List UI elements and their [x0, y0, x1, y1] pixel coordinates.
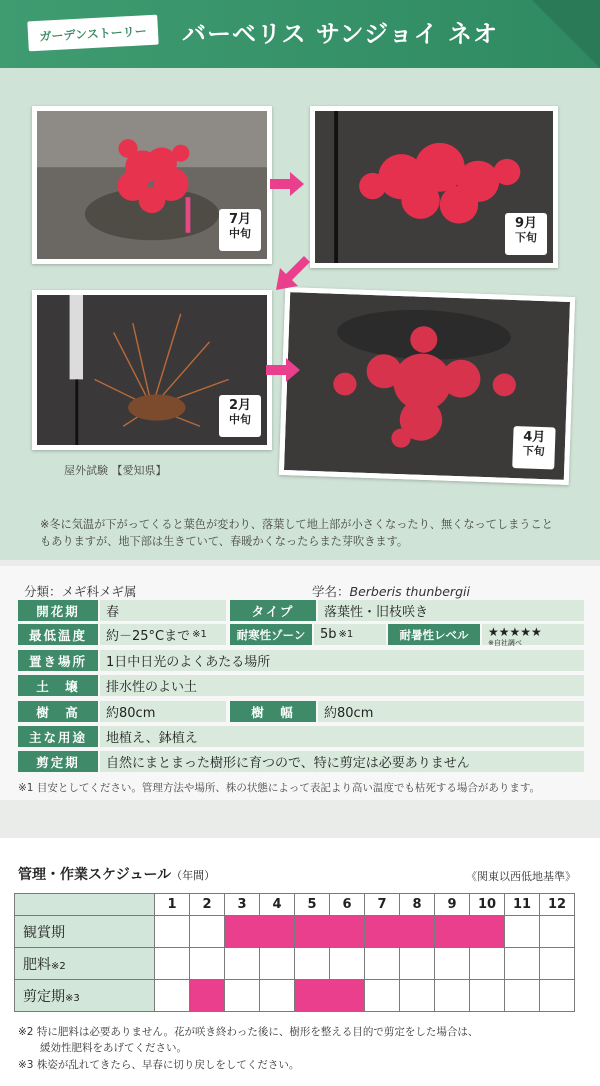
schedule-cell	[190, 980, 225, 1012]
schedule-cell	[505, 980, 540, 1012]
month-header: 1	[155, 894, 190, 916]
schedule-row	[15, 948, 575, 980]
schedule-cell	[330, 980, 365, 1012]
schedule-cell	[365, 980, 400, 1012]
schedule-cell	[470, 916, 505, 948]
schedule-row-label: 剪定期※3	[15, 980, 155, 1012]
schedule-cell	[505, 948, 540, 980]
photo-april	[279, 287, 575, 485]
schedule-cell	[260, 916, 295, 948]
corner-cell	[15, 894, 155, 916]
spec-row-pruning: 剪定期 自然にまとまった樹形に育つので、特に剪定は必要ありません	[18, 751, 584, 772]
product-title: バーベリス サンジョイ ネオ	[182, 20, 498, 48]
schedule-cell	[400, 980, 435, 1012]
schedule-row-label: 肥料※2	[15, 948, 155, 980]
month-badge-july: 7月 中旬	[219, 209, 261, 251]
schedule-cell	[260, 980, 295, 1012]
spec-row-flowering: 開花期 春 タイプ 落葉性・旧枝咲き	[18, 600, 584, 621]
schedule-cell	[505, 916, 540, 948]
spec-row-temperature: 最低温度 約－25°Cまで ※1 耐寒性ゾーン 5b ※1 耐暑性レベル ★★★★★ ※自社調べ	[18, 624, 584, 645]
month-badge-february: 2月 中旬	[219, 395, 261, 437]
schedule-cell	[540, 916, 575, 948]
month-header: 5	[295, 894, 330, 916]
schedule-row	[15, 980, 575, 1012]
schedule-cell	[365, 916, 400, 948]
schedule-cell	[155, 980, 190, 1012]
spec-row-size: 樹 高 約80cm 樹 幅 約80cm	[18, 701, 584, 722]
schedule-cell	[190, 948, 225, 980]
schedule-cell	[435, 948, 470, 980]
month-header: 11	[505, 894, 540, 916]
arrow-down-left-icon	[276, 256, 310, 290]
schedule-cell	[295, 980, 330, 1012]
footnote-2-3: ※2 特に肥料は必要ありません。花が咲き終わった後に、樹形を整える目的で剪定をした場合は、 緩効性肥料をあげてください。 ※3 株姿が乱れてきたら、早春に切り戻しをしてください。	[18, 1026, 479, 1071]
photo-september	[310, 106, 558, 268]
schedule-cell	[470, 948, 505, 980]
arrow-right-icon	[266, 358, 300, 382]
schedule-cell	[295, 948, 330, 980]
spec-row-soil: 土 壌 排水性のよい土	[18, 675, 584, 696]
heat-stars: ★★★★★	[488, 625, 542, 639]
spec-row-use: 主な用途 地植え、鉢植え	[18, 726, 584, 747]
schedule-cell	[155, 948, 190, 980]
brand-tag: ガーデンストーリー	[27, 15, 158, 52]
schedule-cell	[295, 916, 330, 948]
schedule-title: 管理・作業スケジュール（年間）	[18, 867, 216, 883]
month-badge-april: 4月 下旬	[512, 426, 555, 469]
family-text: 分類：メギ科メギ属	[24, 584, 137, 599]
photo-caption: 屋外試験 【愛知県】	[64, 464, 167, 477]
month-header: 9	[435, 894, 470, 916]
photo-february	[32, 290, 272, 450]
spec-row-location: 置き場所 1日中日光のよくあたる場所	[18, 650, 584, 671]
month-header: 2	[190, 894, 225, 916]
month-header: 8	[400, 894, 435, 916]
schedule-cell	[225, 916, 260, 948]
arrow-right-icon	[270, 172, 304, 196]
schedule-cell	[365, 948, 400, 980]
schedule-cell	[470, 980, 505, 1012]
schedule-cell	[330, 948, 365, 980]
month-header-row	[15, 894, 575, 916]
schedule-cell	[435, 916, 470, 948]
schedule-cell	[190, 916, 225, 948]
schedule-cell	[225, 948, 260, 980]
schedule-cell	[225, 980, 260, 1012]
month-header: 4	[260, 894, 295, 916]
month-header: 6	[330, 894, 365, 916]
month-header: 3	[225, 894, 260, 916]
scientific-name: 学名：Berberis thunbergii	[312, 584, 470, 599]
photo-july	[32, 106, 272, 264]
schedule-row-label: 観賞期	[15, 916, 155, 948]
schedule-cell	[400, 948, 435, 980]
schedule-grid	[14, 893, 575, 1012]
winter-note: ※冬に気温が下がってくると葉色が変わり、落葉して地上部が小さくなったり、無くなってしまうこと もありますが、地下部は生きていて、春暖かくなったらまた芽吹きます。	[40, 518, 553, 549]
schedule-cell	[155, 916, 190, 948]
schedule-cell	[260, 948, 295, 980]
schedule-row	[15, 916, 575, 948]
month-header: 10	[470, 894, 505, 916]
schedule-cell	[540, 948, 575, 980]
month-header: 12	[540, 894, 575, 916]
schedule-standard: 《関東以西低地基準》	[466, 870, 576, 883]
schedule-cell	[400, 916, 435, 948]
footnote-1: ※1 目安としてください。管理方法や場所、株の状態によって表記より高い温度でも枯死する場合があります。	[18, 782, 540, 794]
month-header: 7	[365, 894, 400, 916]
schedule-cell	[540, 980, 575, 1012]
schedule-cell	[330, 916, 365, 948]
schedule-cell	[435, 980, 470, 1012]
month-badge-september: 9月 下旬	[505, 213, 547, 255]
